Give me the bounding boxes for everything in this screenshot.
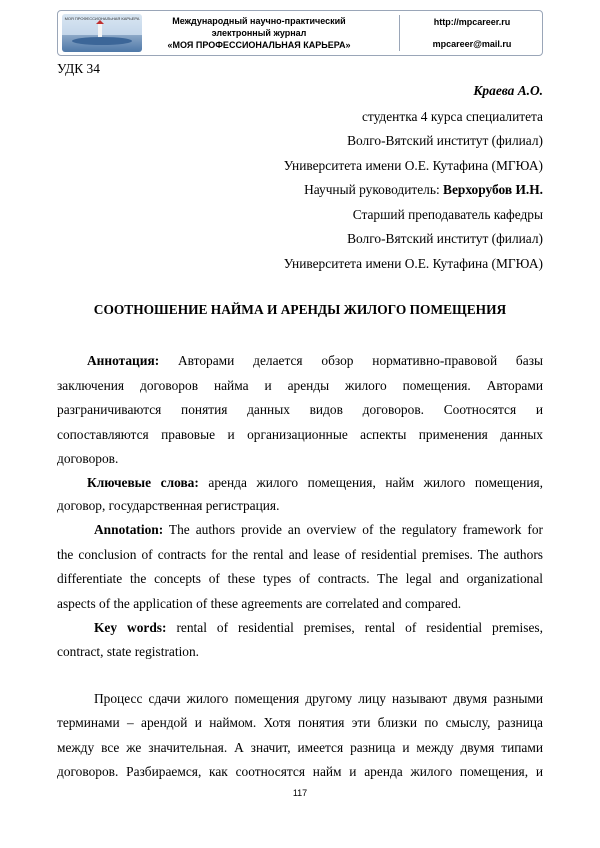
author-name-text: Краева А.О. <box>473 83 543 98</box>
abstract-ru-label: Аннотация: <box>87 353 160 368</box>
abstract-en-line: the conclusion of contracts for the rental and lease of residential premises. The authors <box>57 547 543 562</box>
keywords-ru-line: договор, государственная регистрация. <box>57 498 280 513</box>
body-line: между все же значительная. А значит, имеется разница и между двумя типами <box>57 740 543 755</box>
journal-email-link[interactable]: mpcareer@mail.ru <box>432 39 512 49</box>
advisor-institute: Волго-Вятский институт (филиал) <box>347 231 543 246</box>
keywords-en-text: rental of residential premises, rental of residential premises, <box>176 620 543 635</box>
abstract-ru-line: договоров. <box>57 451 119 466</box>
author-institute: Волго-Вятский институт (филиал) <box>347 133 543 148</box>
advisor-label: Научный руководитель: <box>304 182 444 197</box>
abstract-en-line: differentiate the concepts of these types of contracts. The legal and organizational <box>57 571 543 586</box>
journal-logo <box>62 14 142 52</box>
advisor-line <box>304 181 543 198</box>
body-line: Процесс сдачи жилого помещения другому лицу называют двумя разными <box>94 691 543 706</box>
abstract-en-line: aspects of the application of these agreements are correlated and compared. <box>57 596 462 611</box>
keywords-en-label: Key words: <box>94 620 167 635</box>
header-divider <box>399 15 400 51</box>
abstract-en-label: Annotation: <box>94 522 164 537</box>
udk-code: УДК 34 <box>57 61 100 76</box>
abstract-en-text: The authors provide an overview of the regulatory framework for <box>168 522 543 537</box>
author-university: Университета имени О.Е. Кутафина (МГЮА) <box>283 158 543 173</box>
journal-line: Международный научно-практический <box>172 16 346 26</box>
abstract-ru-line <box>57 352 543 369</box>
keywords-ru-text: аренда жилого помещения, найм жилого помещения, <box>208 475 543 490</box>
page-number: 117 <box>292 788 308 798</box>
advisor-position: Старший преподаватель кафедры <box>352 207 543 222</box>
journal-name <box>144 15 374 51</box>
keywords-ru-label: Ключевые слова: <box>87 475 199 490</box>
abstract-ru-line: сопоставляются правовые и организационные аспекты применения данных <box>57 427 543 442</box>
advisor-university: Университета имени О.Е. Кутафина (МГЮА) <box>283 256 543 271</box>
keywords-en-line <box>57 619 543 636</box>
author-name <box>473 82 543 99</box>
journal-line: электронный журнал <box>211 28 307 38</box>
journal-line: «МОЯ ПРОФЕССИОНАЛЬНАЯ КАРЬЕРА» <box>167 40 351 50</box>
abstract-ru-line: разграничиваются понятия данных видов договоров. Соотносятся и <box>57 402 543 417</box>
abstract-ru-text: Авторами делается обзор нормативно-правовой базы <box>178 353 543 368</box>
journal-url-link[interactable]: http://mpcareer.ru <box>433 17 511 27</box>
body-line: терминами – арендой и наймом. Хотя понятия эти близки по смыслу, разница <box>57 715 543 730</box>
journal-header <box>57 10 543 56</box>
body-line: договоров. Разбираемся, как соотносятся найм и аренда жилого помещения, и <box>57 764 543 779</box>
abstract-ru-line: заключения договоров найма и аренды жилого помещения. Авторами <box>57 378 543 393</box>
article-title: СООТНОШЕНИЕ НАЙМА И АРЕНДЫ ЖИЛОГО ПОМЕЩЕНИЯ <box>93 302 507 317</box>
logo-text: МОЯ ПРОФЕССИОНАЛЬНАЯ КАРЬЕРА <box>64 16 140 21</box>
advisor-name: Верхорубов И.Н. <box>443 182 543 197</box>
author-position: студентка 4 курса специалитета <box>361 109 543 124</box>
keywords-en-line: contract, state registration. <box>57 644 200 659</box>
keywords-ru-line <box>57 474 543 491</box>
abstract-en-line <box>57 521 543 538</box>
